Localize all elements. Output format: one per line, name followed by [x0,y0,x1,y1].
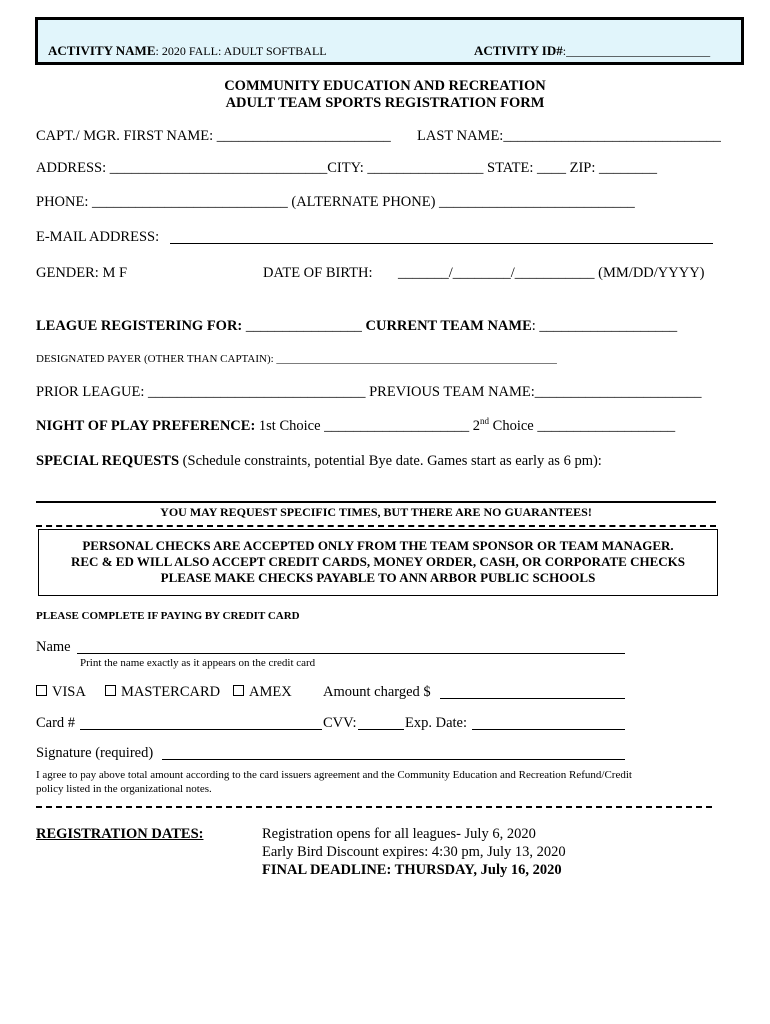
dashed-divider-bottom [36,806,712,808]
amount-label: Amount charged $ [323,684,431,700]
activity-name [48,43,327,59]
league-field[interactable]: ________________ [242,318,366,334]
checks-notice-line1: PERSONAL CHECKS ARE ACCEPTED ONLY FROM THE TEAM SPONSOR OR TEAM MANAGER. [82,538,674,553]
dob-label: DATE OF BIRTH: [263,265,373,281]
gender-field[interactable]: GENDER: M F [36,265,128,281]
night-label: NIGHT OF PLAY PREFERENCE: [36,417,256,434]
card-number-label: Card # [36,715,76,731]
mastercard-checkbox[interactable] [105,685,116,696]
registration-dates-label: REGISTRATION DATES: [36,826,204,842]
cvv-label: CVV: [323,715,357,731]
league-row [36,318,677,335]
registration-opens: Registration opens for all leagues- July 6, 2020 [262,826,536,842]
mastercard-label: MASTERCARD [121,684,221,700]
first-name-field[interactable]: CAPT./ MGR. FIRST NAME: ________________________ [36,128,391,144]
checks-notice-line3: PLEASE MAKE CHECKS PAYABLE TO ANN ARBOR PUBLIC SCHOOLS [160,570,596,585]
signature-field[interactable] [162,759,625,760]
amex-option[interactable] [233,684,292,701]
visa-checkbox[interactable] [36,685,47,696]
address-field[interactable]: ADDRESS: ______________________________CITY: ________________ STATE: ____ ZIP: ________ [36,160,658,176]
visa-option[interactable] [36,684,86,701]
email-field[interactable] [170,243,713,244]
special-label: SPECIAL REQUESTS [36,453,180,469]
last-name-field[interactable]: LAST NAME:______________________________ [417,128,721,144]
form-title-line2: ADULT TEAM SPORTS REGISTRATION FORM [225,95,545,111]
prior-league-field[interactable]: PRIOR LEAGUE: ______________________________ PREVIOUS TEAM NAME:_______________________ [36,384,702,400]
checks-notice-line2: REC & ED WILL ALSO ACCEPT CREDIT CARDS, MONEY ORDER, CASH, OR CORPORATE CHECKS [71,554,685,569]
activity-name-label: ACTIVITY NAME [48,43,156,58]
night-preference-row[interactable] [36,416,675,435]
night-second: Choice ___________________ [489,417,676,434]
times-notice: YOU MAY REQUEST SPECIFIC TIMES, BUT THERE ARE NO GUARANTEES! [160,505,592,519]
amex-label: AMEX [249,684,292,700]
cvv-field[interactable] [358,729,404,730]
activity-name-value: : 2020 FALL: ADULT SOFTBALL [155,44,327,58]
credit-card-heading: PLEASE COMPLETE IF PAYING BY CREDIT CARD [36,610,300,622]
visa-label: VISA [52,684,86,700]
dob-field[interactable]: _______/________/___________ (MM/DD/YYYY) [398,265,705,281]
phone-field[interactable]: PHONE: ___________________________ (ALTERNATE PHONE) ___________________________ [36,194,635,210]
agreement-line1: I agree to pay above total amount according to the card issuers agreement and the Community Education and Recreation Refund/Credit [36,769,632,781]
special-requests-line[interactable] [36,501,716,503]
team-label: CURRENT TEAM NAME [365,318,532,334]
card-name-label: Name [36,639,71,655]
exp-date-field[interactable] [472,729,625,730]
night-sup: nd [480,416,490,426]
designated-payer-field[interactable]: DESIGNATED PAYER (OTHER THAN CAPTAIN): ___________________________________________________ [36,353,557,365]
agreement-line2: policy listed in the organizational notes. [36,783,212,795]
night-first: 1st Choice ____________________ 2 [255,417,481,434]
mastercard-option[interactable] [105,684,220,701]
team-field[interactable]: : ___________________ [531,318,678,334]
exp-date-label: Exp. Date: [405,715,468,731]
card-name-hint: Print the name exactly as it appears on the credit card [80,657,316,669]
league-label: LEAGUE REGISTERING FOR: [36,318,243,334]
special-requests [36,453,602,470]
dashed-divider-top [36,525,716,527]
form-title-line1: COMMUNITY EDUCATION AND RECREATION [224,78,546,94]
final-deadline: FINAL DEADLINE: THURSDAY, July 16, 2020 [262,862,562,878]
activity-id-field[interactable]: :________________________ [562,44,711,58]
amount-field[interactable] [440,698,625,699]
amex-checkbox[interactable] [233,685,244,696]
card-number-field[interactable] [80,729,322,730]
early-bird-date: Early Bird Discount expires: 4:30 pm, July 13, 2020 [262,844,566,860]
signature-label: Signature (required) [36,745,154,761]
activity-id [474,43,710,59]
card-name-field[interactable] [77,653,625,654]
activity-id-label: ACTIVITY ID# [474,43,563,58]
email-label: E-MAIL ADDRESS: [36,229,160,245]
special-text: (Schedule constraints, potential Bye date. Games start as early as 6 pm): [179,453,602,469]
